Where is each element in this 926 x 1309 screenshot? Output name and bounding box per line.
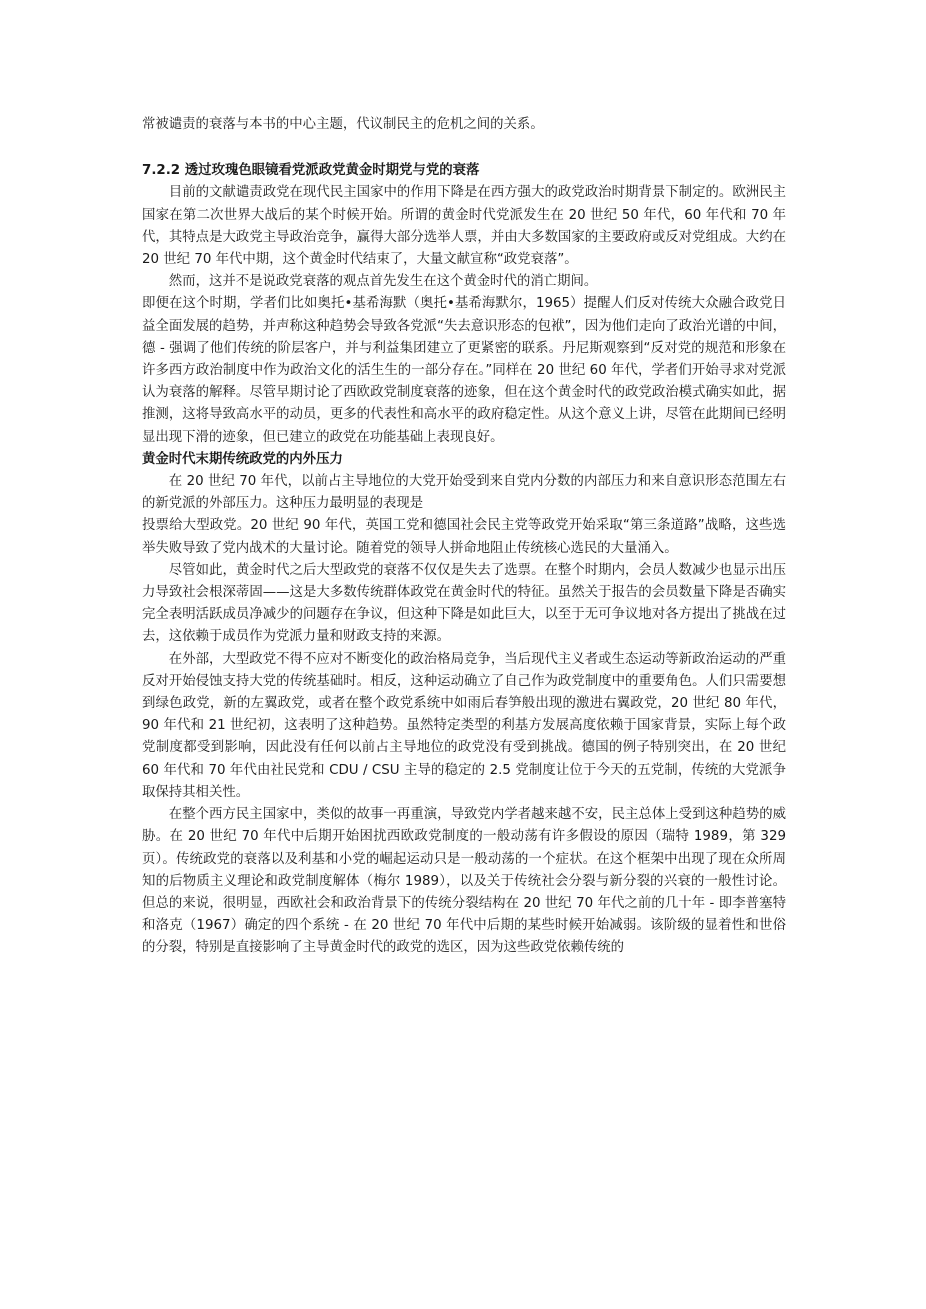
paragraph: 尽管如此，黄金时代之后大型政党的衰落不仅仅是失去了选票。在整个时期内，会员人数减少也显示出压力导致社会根深蒂固——这是大多数传统群体政党在黄金时代的特征。虽然关于报告的会员数量下降是否确实完全表明活跃成员净减少的问题存在争议，但这种下降是如此巨大，以至于无可争议地对各方提出了挑战在过去，这依赖于成员作为党派力量和财政支持的来源。 [142,562,786,645]
paragraph: 即便在这个时期，学者们比如奥托•基希海默（奥托•基希海默尔，1965）提醒人们反对传统大众融合政党日益全面发展的趋势，并声称这种趋势会导致各党派“失去意识形态的包袱”，因为他们走向了政治光谱的中间，德 - 强调了他们传统的阶层客户，并与利益集团建立了更紧密的联系。丹尼斯观察到“反对党的规范和形象在许多西方政治制度中作为政治文化的活生生的一部分存在。”同样在 20 世纪 60 年代，学者们开始寻求对党派认为衰落的解释。尽管早期讨论了西欧政党制度衰落的迹象，但在这个黄金时代的政党政治模式确实如此，据推测，这将导致高水平的动员，更多的代表性和高水平的政府稳定性。从这个意义上讲，尽管在此期间已经明显出现下滑的迹象，但已建立的政党在功能基础上表现良好。 [142,296,786,445]
subheading: 黄金时代末期传统政党的内外压力 [142,451,343,467]
intro-line: 常被谴责的衰落与本书的中心主题，代议制民主的危机之间的关系。 [142,117,544,132]
paragraph: 然而，这并不是说政党衰落的观点首先发生在这个黄金时代的消亡期间。 [168,274,598,290]
paragraph: 投票给大型政党。20 世纪 90 年代，英国工党和德国社会民主党等政党开始采取“第三条道路”战略，这些选举失败导致了党内战术的大量讨论。随着党的领导人拼命地阻止传统核心选民的大量涌入。 [142,518,786,556]
paragraph: 在外部，大型政党不得不应对不断变化的政治格局竞争，当后现代主义者或生态运动等新政治运动的严重反对开始侵蚀支持大党的传统基础时。相反，这种运动确立了自己作为政党制度中的重要角色。人们只需要想到绿色政党，新的左翼政党，或者在整个政党系统中如雨后春笋般出现的激进右翼政党，20 世纪 80 年代，90 年代和 21 世纪初，这表明了这种趋势。虽然特定类型的利基方发展高度依赖于国家背景，实际上每个政党制度都受到影响，因此没有任何以前占主导地位的政党没有受到挑战。德国的例子特别突出，在 20 世纪 60 年代和 70 年代由社民党和 CDU / CSU 主导的稳定的 2.5 党制度让位于今天的五党制，传统的大党派争取保持其相关性。 [142,651,786,800]
document-body [142,114,786,960]
paragraph: 目前的文献谴责政党在现代民主国家中的作用下降是在西方强大的政党政治时期背景下制定的。欧洲民主国家在第二次世界大战后的某个时候开始。所谓的黄金时代党派发生在 20 世纪 50 年代，60 年代和 70 年代，其特点是大政党主导政治竞争，赢得大部分选举人票，并由大多数国家的主要政府或反对党组成。大约在 20 世纪 70 年代中期，这个黄金时代结束了，大量文献宣称“政党衰落”。 [142,185,786,268]
paragraph: 在整个西方民主国家中，类似的故事一再重演，导致党内学者越来越不安，民主总体上受到这种趋势的威胁。在 20 世纪 70 年代中后期开始困扰西欧政党制度的一般动荡有许多假设的原因（瑞特 1989，第 329 页）。传统政党的衰落以及利基和小党的崛起运动只是一般动荡的一个症状。在这个框架中出现了现在众所周知的后物质主义理论和政党制度解体（梅尔 1989），以及关于传统社会分裂与新分裂的兴衰的一般性讨论。但总的来说，很明显，西欧社会和政治背景下的传统分裂结构在 20 世纪 70 年代之前的几十年 - 即李普塞特和洛克（1967）确定的四个系统 - 在 20 世纪 70 年代中后期的某些时候开始减弱。该阶级的显着性和世俗的分裂，特别是直接影响了主导黄金时代的政党的选区，因为这些政党依赖传统的 [142,807,786,956]
paragraph: 在 20 世纪 70 年代，以前占主导地位的大党开始受到来自党内分数的内部压力和来自意识形态范围左右的新党派的外部压力。这种压力最明显的表现是 [142,474,786,512]
section-heading: 7.2.2 透过玫瑰色眼镜看党派政党黄金时期党与党的衰落 [142,163,480,179]
